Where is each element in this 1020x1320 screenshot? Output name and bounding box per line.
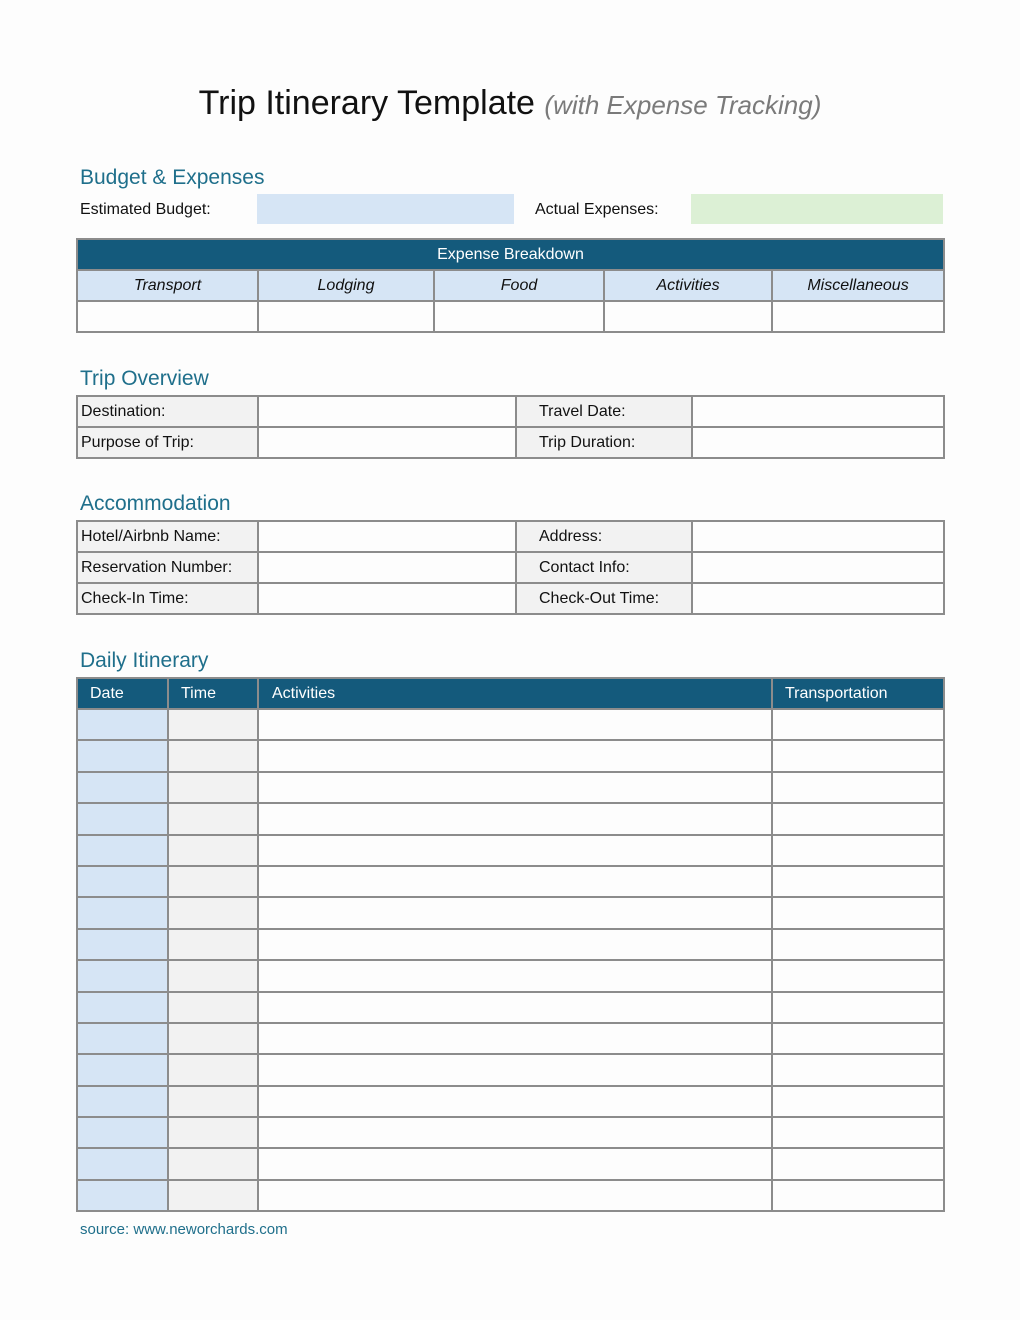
date-cell[interactable] (77, 835, 168, 866)
accommodation-row (77, 521, 944, 552)
date-cell[interactable] (77, 740, 168, 771)
itinerary-rows (77, 709, 944, 1211)
date-cell[interactable] (77, 1023, 168, 1054)
estimated-budget-label: Estimated Budget: (80, 201, 211, 218)
check-in-field[interactable] (258, 583, 516, 614)
time-cell[interactable] (168, 960, 258, 991)
daily-itinerary-heading: Daily Itinerary (80, 649, 209, 672)
destination-label: Destination: (77, 396, 258, 427)
transportation-cell[interactable] (772, 772, 944, 803)
hotel-name-label: Hotel/Airbnb Name: (77, 521, 258, 552)
accommodation-row (77, 583, 944, 614)
time-cell[interactable] (168, 1086, 258, 1117)
category-transport: Transport (77, 270, 258, 301)
check-in-label: Check-In Time: (77, 583, 258, 614)
expense-input-row (77, 301, 944, 332)
category-activities: Activities (604, 270, 772, 301)
transportation-cell[interactable] (772, 740, 944, 771)
date-cell[interactable] (77, 866, 168, 897)
activities-cell[interactable] (258, 866, 772, 897)
time-column-header: Time (168, 678, 258, 709)
transportation-cell[interactable] (772, 897, 944, 928)
activities-cell[interactable] (258, 960, 772, 991)
actual-expenses-label: Actual Expenses: (535, 201, 659, 218)
transportation-cell[interactable] (772, 1180, 944, 1211)
time-cell[interactable] (168, 992, 258, 1023)
activities-cell[interactable] (258, 929, 772, 960)
category-food: Food (434, 270, 604, 301)
date-cell[interactable] (77, 897, 168, 928)
date-cell[interactable] (77, 709, 168, 740)
accommodation-row (77, 552, 944, 583)
transportation-cell[interactable] (772, 960, 944, 991)
time-cell[interactable] (168, 929, 258, 960)
itinerary-row (77, 960, 944, 991)
transportation-cell[interactable] (772, 866, 944, 897)
transportation-column-header: Transportation (772, 678, 944, 709)
contact-info-label: Contact Info: (516, 552, 692, 583)
time-cell[interactable] (168, 1180, 258, 1211)
time-cell[interactable] (168, 1117, 258, 1148)
itinerary-row (77, 740, 944, 771)
lodging-amount-cell[interactable] (258, 301, 434, 332)
activities-cell[interactable] (258, 1023, 772, 1054)
trip-duration-field[interactable] (692, 427, 944, 458)
activities-cell[interactable] (258, 709, 772, 740)
itinerary-row (77, 929, 944, 960)
address-field[interactable] (692, 521, 944, 552)
trip-overview-heading: Trip Overview (80, 367, 209, 390)
food-amount-cell[interactable] (434, 301, 604, 332)
time-cell[interactable] (168, 1054, 258, 1085)
date-cell[interactable] (77, 929, 168, 960)
budget-heading: Budget & Expenses (80, 166, 265, 189)
title-main: Trip Itinerary Template (198, 84, 535, 122)
overview-row (77, 427, 944, 458)
itinerary-row (77, 1086, 944, 1117)
transportation-cell[interactable] (772, 929, 944, 960)
page-title (0, 84, 1020, 123)
address-label: Address: (516, 521, 692, 552)
itinerary-row (77, 1180, 944, 1211)
time-cell[interactable] (168, 803, 258, 834)
transportation-cell[interactable] (772, 992, 944, 1023)
itinerary-row (77, 1054, 944, 1085)
accommodation-table (76, 520, 945, 615)
activities-cell[interactable] (258, 740, 772, 771)
itinerary-row (77, 866, 944, 897)
activities-cell[interactable] (258, 1148, 772, 1179)
activities-cell[interactable] (258, 992, 772, 1023)
date-cell[interactable] (77, 1180, 168, 1211)
date-column-header: Date (77, 678, 168, 709)
travel-date-label: Travel Date: (516, 396, 692, 427)
check-out-label: Check-Out Time: (516, 583, 692, 614)
activities-cell[interactable] (258, 772, 772, 803)
itinerary-row (77, 1148, 944, 1179)
expense-breakdown-title: Expense Breakdown (77, 239, 944, 270)
transportation-cell[interactable] (772, 1054, 944, 1085)
purpose-field[interactable] (258, 427, 516, 458)
expense-breakdown-table (76, 238, 945, 333)
time-cell[interactable] (168, 866, 258, 897)
date-cell[interactable] (77, 1148, 168, 1179)
actual-expenses-field[interactable] (691, 194, 943, 224)
itinerary-row (77, 1023, 944, 1054)
time-cell[interactable] (168, 772, 258, 803)
estimated-budget-field[interactable] (257, 194, 514, 224)
reservation-number-label: Reservation Number: (77, 552, 258, 583)
itinerary-row (77, 1117, 944, 1148)
itinerary-row (77, 897, 944, 928)
check-out-field[interactable] (692, 583, 944, 614)
date-cell[interactable] (77, 1117, 168, 1148)
itinerary-row (77, 772, 944, 803)
hotel-name-field[interactable] (258, 521, 516, 552)
miscellaneous-amount-cell[interactable] (772, 301, 944, 332)
transportation-cell[interactable] (772, 1117, 944, 1148)
itinerary-row (77, 835, 944, 866)
category-miscellaneous: Miscellaneous (772, 270, 944, 301)
reservation-number-field[interactable] (258, 552, 516, 583)
transportation-cell[interactable] (772, 803, 944, 834)
title-subtitle: (with Expense Tracking) (544, 90, 822, 120)
transportation-cell[interactable] (772, 1023, 944, 1054)
activities-cell[interactable] (258, 1086, 772, 1117)
date-cell[interactable] (77, 772, 168, 803)
itinerary-row (77, 992, 944, 1023)
date-cell[interactable] (77, 1086, 168, 1117)
contact-info-field[interactable] (692, 552, 944, 583)
itinerary-row (77, 803, 944, 834)
trip-duration-label: Trip Duration: (516, 427, 692, 458)
category-lodging: Lodging (258, 270, 434, 301)
time-cell[interactable] (168, 740, 258, 771)
destination-field[interactable] (258, 396, 516, 427)
expense-category-row (77, 270, 944, 301)
activities-cell[interactable] (258, 1117, 772, 1148)
activities-cell[interactable] (258, 1180, 772, 1211)
source-credit: source: www.neworchards.com (80, 1221, 288, 1238)
date-cell[interactable] (77, 803, 168, 834)
activities-cell[interactable] (258, 835, 772, 866)
time-cell[interactable] (168, 709, 258, 740)
time-cell[interactable] (168, 897, 258, 928)
transportation-cell[interactable] (772, 709, 944, 740)
date-cell[interactable] (77, 992, 168, 1023)
transportation-cell[interactable] (772, 1148, 944, 1179)
time-cell[interactable] (168, 1148, 258, 1179)
transport-amount-cell[interactable] (77, 301, 258, 332)
daily-itinerary-table (76, 677, 945, 1212)
purpose-label: Purpose of Trip: (77, 427, 258, 458)
travel-date-field[interactable] (692, 396, 944, 427)
activities-cell[interactable] (258, 803, 772, 834)
time-cell[interactable] (168, 1023, 258, 1054)
overview-row (77, 396, 944, 427)
activities-cell[interactable] (258, 1054, 772, 1085)
transportation-cell[interactable] (772, 1086, 944, 1117)
transportation-cell[interactable] (772, 835, 944, 866)
accommodation-heading: Accommodation (80, 492, 231, 515)
activities-amount-cell[interactable] (604, 301, 772, 332)
activities-column-header: Activities (258, 678, 772, 709)
activities-cell[interactable] (258, 897, 772, 928)
date-cell[interactable] (77, 960, 168, 991)
date-cell[interactable] (77, 1054, 168, 1085)
itinerary-row (77, 709, 944, 740)
trip-overview-table (76, 395, 945, 459)
time-cell[interactable] (168, 835, 258, 866)
